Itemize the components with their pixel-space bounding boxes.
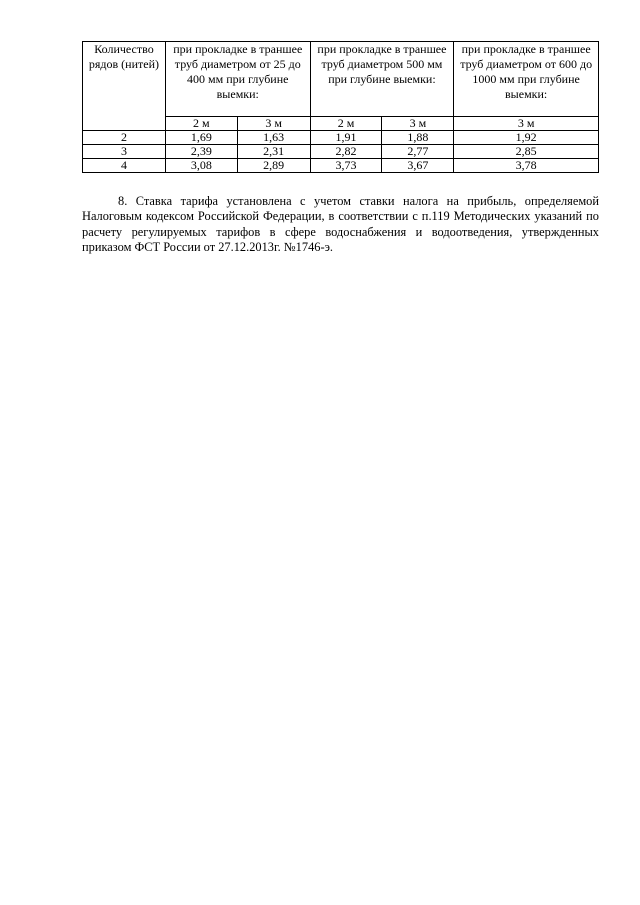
table-cell: 1,63 [237,131,310,145]
table-cell: 3 [83,145,166,159]
table-cell: 1,69 [165,131,237,145]
coefficient-table [82,41,599,173]
table-cell: 4 [83,159,166,173]
subheader-depth: 2 м [310,117,382,131]
subheader-depth: 3 м [237,117,310,131]
table-cell: 3,67 [382,159,454,173]
header-diameter-600-1000: при прокладке в траншее труб диаметром от 600 до 1000 мм при глубине выемки: [454,42,599,117]
paragraph-tariff-rate [82,194,599,256]
header-diameter-500: при прокладке в траншее труб диаметром 500 мм при глубине выемки: [310,42,454,117]
table-cell: 1,91 [310,131,382,145]
subheader-depth: 3 м [454,117,599,131]
table-row [83,145,599,159]
table-cell: 3,73 [310,159,382,173]
table-cell: 2,31 [237,145,310,159]
table-cell: 2 [83,131,166,145]
table-cell: 1,92 [454,131,599,145]
subheader-depth: 2 м [165,117,237,131]
table-cell: 1,88 [382,131,454,145]
table-header-row [83,42,599,117]
table-row [83,131,599,145]
header-diameter-25-400: при прокладке в траншее труб диаметром от 25 до 400 мм при глубине выемки: [165,42,310,117]
table-cell: 2,89 [237,159,310,173]
table-cell: 2,77 [382,145,454,159]
table-cell: 2,82 [310,145,382,159]
header-rows-count: Количество рядов (нитей) [83,42,166,131]
table-cell: 2,85 [454,145,599,159]
table-row [83,159,599,173]
table-cell: 3,78 [454,159,599,173]
paragraph-text: 8. Ставка тарифа установлена с учетом ставки налога на прибыль, определяемой Налоговым кодексом Российской Федерации, в соответствии с п.119 Методических указаний по расчету регулируемых тарифов в сфере водоснабжения и водоотведения, утвержденных приказом ФСТ России от 27.12.2013г. №1746-э. [82,194,599,255]
subheader-depth: 3 м [382,117,454,131]
table-cell: 2,39 [165,145,237,159]
table-cell: 3,08 [165,159,237,173]
